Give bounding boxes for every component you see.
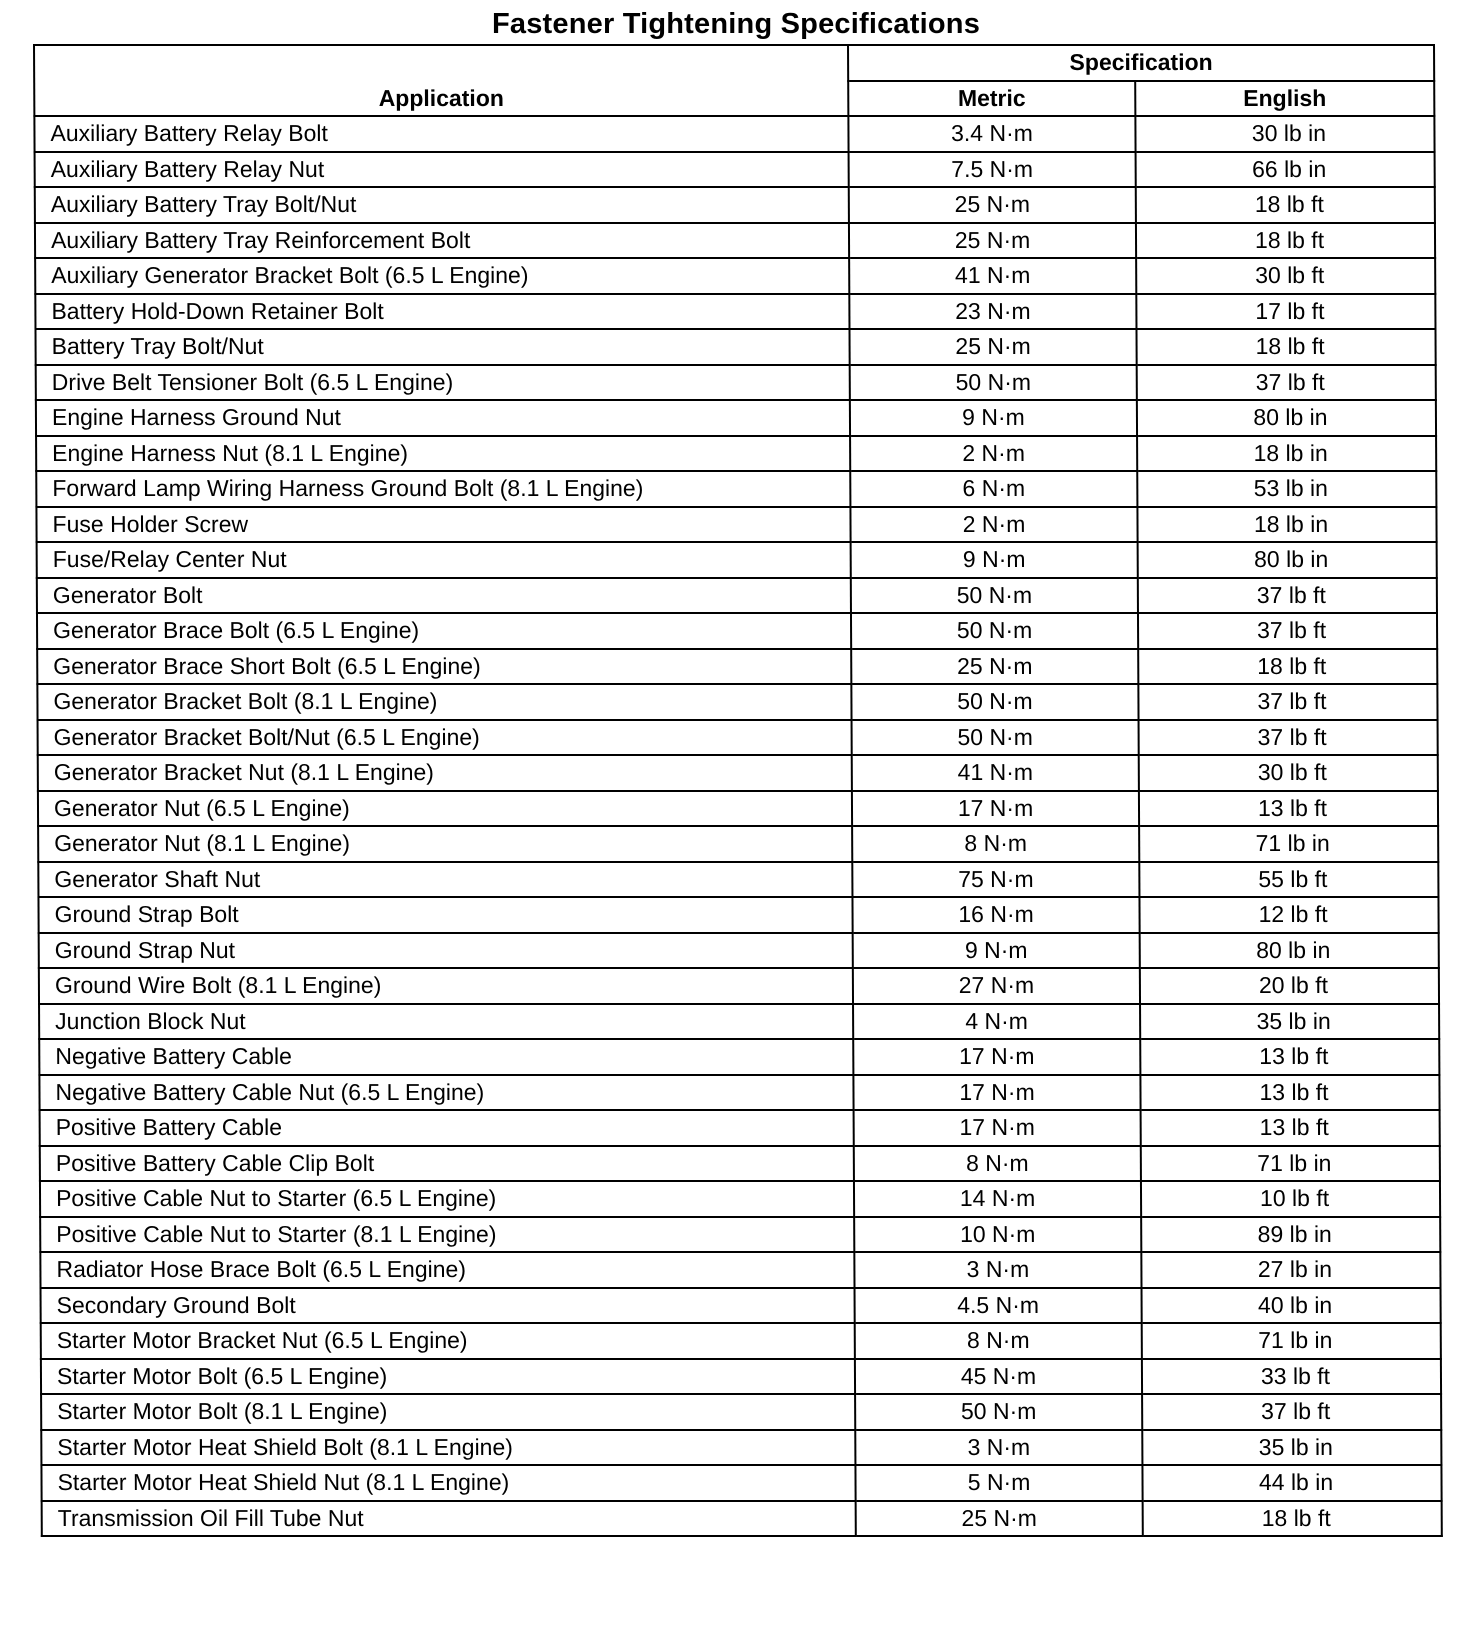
table-row <box>37 613 1437 649</box>
application-cell: Fuse Holder Screw <box>36 507 850 543</box>
metric-cell: 50 N·m <box>855 1394 1142 1430</box>
metric-cell: 6 N·m <box>850 471 1137 507</box>
table-row <box>42 1501 1442 1537</box>
english-cell: 71 lb in <box>1139 826 1438 862</box>
application-cell: Battery Tray Bolt/Nut <box>35 329 849 365</box>
table-row <box>41 1465 1441 1501</box>
application-cell: Generator Nut (8.1 L Engine) <box>38 826 852 862</box>
application-cell: Generator Nut (6.5 L Engine) <box>38 791 852 827</box>
page-title: Fastener Tightening Specifications <box>491 8 981 40</box>
application-cell: Starter Motor Bolt (8.1 L Engine) <box>41 1394 855 1430</box>
application-cell: Transmission Oil Fill Tube Nut <box>42 1501 856 1537</box>
application-column-header: Application <box>34 45 848 116</box>
metric-cell: 8 N·m <box>852 826 1139 862</box>
table-row <box>38 791 1438 827</box>
table-row <box>36 507 1436 543</box>
table-row <box>38 755 1438 791</box>
metric-cell: 3 N·m <box>855 1430 1142 1466</box>
table-row <box>39 1004 1439 1040</box>
application-cell: Starter Motor Bracket Nut (6.5 L Engine) <box>41 1323 855 1359</box>
english-cell: 37 lb ft <box>1138 684 1437 720</box>
english-cell: 18 lb ft <box>1136 329 1435 365</box>
english-cell: 71 lb in <box>1141 1146 1440 1182</box>
english-cell: 35 lb in <box>1142 1430 1441 1466</box>
table-row <box>34 116 1434 152</box>
application-cell: Fuse/Relay Center Nut <box>37 542 851 578</box>
english-cell: 18 lb ft <box>1136 187 1435 223</box>
english-cell: 18 lb in <box>1137 436 1436 472</box>
table-row <box>36 436 1436 472</box>
metric-cell: 50 N·m <box>851 684 1138 720</box>
table-row <box>37 542 1437 578</box>
english-cell: 30 lb ft <box>1136 258 1435 294</box>
english-cell: 37 lb ft <box>1142 1394 1441 1430</box>
table-row <box>39 968 1439 1004</box>
table-row <box>41 1288 1441 1324</box>
application-cell: Generator Bracket Bolt/Nut (6.5 L Engine) <box>38 720 852 756</box>
application-cell: Auxiliary Battery Tray Reinforcement Bolt <box>35 223 849 259</box>
table-row <box>40 1110 1440 1146</box>
table-row <box>36 365 1436 401</box>
application-cell: Negative Battery Cable Nut (6.5 L Engine) <box>39 1075 853 1111</box>
metric-cell: 50 N·m <box>850 365 1137 401</box>
application-cell: Starter Motor Heat Shield Bolt (8.1 L Engine) <box>41 1430 855 1466</box>
english-cell: 10 lb ft <box>1141 1181 1440 1217</box>
metric-cell: 25 N·m <box>856 1501 1143 1537</box>
table-row <box>37 649 1437 685</box>
metric-cell: 9 N·m <box>850 400 1137 436</box>
english-cell: 13 lb ft <box>1139 791 1438 827</box>
table-row <box>35 258 1435 294</box>
application-cell: Positive Battery Cable <box>40 1110 854 1146</box>
application-cell: Auxiliary Battery Tray Bolt/Nut <box>35 187 849 223</box>
table-row <box>38 862 1438 898</box>
metric-cell: 41 N·m <box>849 258 1136 294</box>
metric-cell: 41 N·m <box>852 755 1139 791</box>
metric-cell: 3.4 N·m <box>848 116 1135 152</box>
table-row <box>36 471 1436 507</box>
application-cell: Ground Strap Bolt <box>38 897 852 933</box>
application-cell: Starter Motor Heat Shield Nut (8.1 L Engine) <box>41 1465 855 1501</box>
application-cell: Generator Brace Short Bolt (6.5 L Engine) <box>37 649 851 685</box>
metric-cell: 7.5 N·m <box>849 152 1136 188</box>
english-cell: 53 lb in <box>1137 471 1436 507</box>
english-cell: 33 lb ft <box>1142 1359 1441 1395</box>
english-cell: 18 lb ft <box>1136 223 1435 259</box>
metric-cell: 10 N·m <box>854 1217 1141 1253</box>
english-cell: 17 lb ft <box>1136 294 1435 330</box>
table-body <box>34 116 1441 1536</box>
fastener-spec-table <box>33 44 1443 1537</box>
metric-cell: 25 N·m <box>849 223 1136 259</box>
specification-column-header: Specification <box>848 45 1434 81</box>
metric-cell: 25 N·m <box>849 187 1136 223</box>
application-cell: Engine Harness Nut (8.1 L Engine) <box>36 436 850 472</box>
table-row <box>37 578 1437 614</box>
english-cell: 37 lb ft <box>1138 578 1437 614</box>
english-cell: 37 lb ft <box>1139 720 1438 756</box>
application-cell: Generator Bracket Bolt (8.1 L Engine) <box>37 684 851 720</box>
table-header <box>34 45 1434 116</box>
english-cell: 13 lb ft <box>1140 1039 1439 1075</box>
english-cell: 40 lb in <box>1142 1288 1441 1324</box>
application-cell: Generator Shaft Nut <box>38 862 852 898</box>
table-row <box>39 933 1439 969</box>
english-cell: 13 lb ft <box>1141 1110 1440 1146</box>
metric-cell: 4.5 N·m <box>855 1288 1142 1324</box>
application-cell: Ground Strap Nut <box>39 933 853 969</box>
application-cell: Drive Belt Tensioner Bolt (6.5 L Engine) <box>36 365 850 401</box>
english-cell: 89 lb in <box>1141 1217 1440 1253</box>
english-cell: 27 lb in <box>1141 1252 1440 1288</box>
application-cell: Generator Brace Bolt (6.5 L Engine) <box>37 613 851 649</box>
metric-cell: 2 N·m <box>850 436 1137 472</box>
english-cell: 37 lb ft <box>1137 365 1436 401</box>
english-cell: 37 lb ft <box>1138 613 1437 649</box>
table-row <box>36 400 1436 436</box>
metric-cell: 9 N·m <box>853 933 1140 969</box>
application-cell: Radiator Hose Brace Bolt (6.5 L Engine) <box>40 1252 854 1288</box>
table-row <box>39 1075 1439 1111</box>
table-row <box>35 223 1435 259</box>
table-row <box>40 1146 1440 1182</box>
table-row <box>35 187 1435 223</box>
english-cell: 71 lb in <box>1142 1323 1441 1359</box>
metric-cell: 25 N·m <box>851 649 1138 685</box>
english-cell: 18 lb ft <box>1138 649 1437 685</box>
application-cell: Ground Wire Bolt (8.1 L Engine) <box>39 968 853 1004</box>
english-cell: 13 lb ft <box>1140 1075 1439 1111</box>
application-cell: Auxiliary Battery Relay Bolt <box>34 116 848 152</box>
english-cell: 30 lb ft <box>1139 755 1438 791</box>
metric-cell: 3 N·m <box>854 1252 1141 1288</box>
metric-cell: 8 N·m <box>854 1146 1141 1182</box>
metric-column-header: Metric <box>848 81 1135 117</box>
metric-cell: 2 N·m <box>850 507 1137 543</box>
english-cell: 18 lb ft <box>1143 1501 1442 1537</box>
table-row <box>40 1217 1440 1253</box>
table-row <box>41 1394 1441 1430</box>
application-cell: Junction Block Nut <box>39 1004 853 1040</box>
metric-cell: 27 N·m <box>853 968 1140 1004</box>
english-column-header: English <box>1135 81 1434 117</box>
table-row <box>35 329 1435 365</box>
metric-cell: 45 N·m <box>855 1359 1142 1395</box>
application-cell: Positive Cable Nut to Starter (8.1 L Engine) <box>40 1217 854 1253</box>
metric-cell: 50 N·m <box>851 578 1138 614</box>
table-row <box>40 1181 1440 1217</box>
english-cell: 80 lb in <box>1140 933 1439 969</box>
metric-cell: 4 N·m <box>853 1004 1140 1040</box>
application-cell: Starter Motor Bolt (6.5 L Engine) <box>41 1359 855 1395</box>
table-row <box>37 684 1437 720</box>
table-row <box>38 897 1438 933</box>
metric-cell: 17 N·m <box>854 1110 1141 1146</box>
english-cell: 44 lb in <box>1142 1465 1441 1501</box>
table-row <box>41 1430 1441 1466</box>
table-row <box>41 1359 1441 1395</box>
metric-cell: 17 N·m <box>852 791 1139 827</box>
application-cell: Auxiliary Battery Relay Nut <box>35 152 849 188</box>
application-cell: Generator Bolt <box>37 578 851 614</box>
metric-cell: 16 N·m <box>852 897 1139 933</box>
application-cell: Forward Lamp Wiring Harness Ground Bolt (8.1 L Engine) <box>36 471 850 507</box>
english-cell: 30 lb in <box>1135 116 1434 152</box>
table-row <box>40 1252 1440 1288</box>
english-cell: 12 lb ft <box>1139 897 1438 933</box>
application-cell: Positive Cable Nut to Starter (6.5 L Engine) <box>40 1181 854 1217</box>
table-row <box>38 826 1438 862</box>
metric-cell: 50 N·m <box>852 720 1139 756</box>
application-cell: Generator Bracket Nut (8.1 L Engine) <box>38 755 852 791</box>
application-cell: Battery Hold-Down Retainer Bolt <box>35 294 849 330</box>
metric-cell: 9 N·m <box>851 542 1138 578</box>
application-cell: Engine Harness Ground Nut <box>36 400 850 436</box>
application-cell: Positive Battery Cable Clip Bolt <box>40 1146 854 1182</box>
english-cell: 80 lb in <box>1138 542 1437 578</box>
english-cell: 55 lb ft <box>1139 862 1438 898</box>
table-row <box>38 720 1438 756</box>
application-cell: Secondary Ground Bolt <box>41 1288 855 1324</box>
table-row <box>39 1039 1439 1075</box>
english-cell: 20 lb ft <box>1140 968 1439 1004</box>
application-cell: Auxiliary Generator Bracket Bolt (6.5 L Engine) <box>35 258 849 294</box>
metric-cell: 14 N·m <box>854 1181 1141 1217</box>
metric-cell: 50 N·m <box>851 613 1138 649</box>
table-row <box>35 152 1435 188</box>
english-cell: 80 lb in <box>1137 400 1436 436</box>
application-cell: Negative Battery Cable <box>39 1039 853 1075</box>
metric-cell: 75 N·m <box>852 862 1139 898</box>
english-cell: 66 lb in <box>1136 152 1435 188</box>
metric-cell: 17 N·m <box>853 1075 1140 1111</box>
table-row <box>41 1323 1441 1359</box>
english-cell: 18 lb in <box>1137 507 1436 543</box>
metric-cell: 23 N·m <box>849 294 1136 330</box>
english-cell: 35 lb in <box>1140 1004 1439 1040</box>
metric-cell: 8 N·m <box>855 1323 1142 1359</box>
metric-cell: 25 N·m <box>849 329 1136 365</box>
metric-cell: 17 N·m <box>853 1039 1140 1075</box>
metric-cell: 5 N·m <box>855 1465 1142 1501</box>
table-row <box>35 294 1435 330</box>
